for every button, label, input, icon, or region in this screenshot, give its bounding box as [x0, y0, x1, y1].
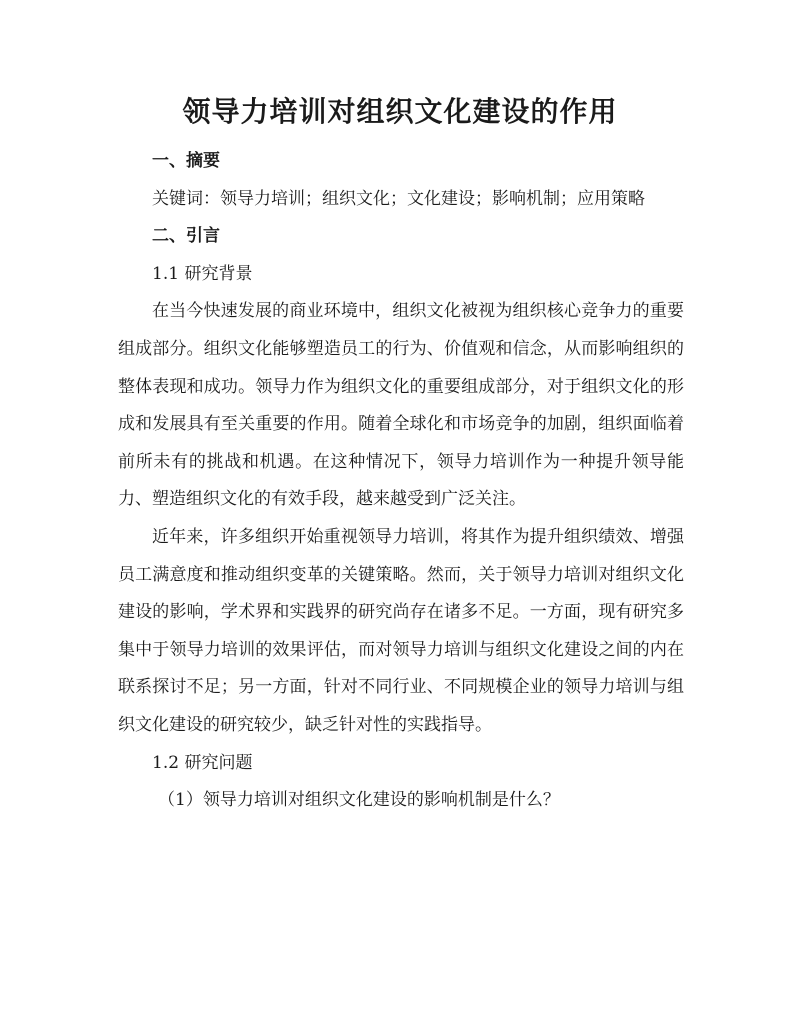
background-paragraph-1: 在当今快速发展的商业环境中，组织文化被视为组织核心竞争力的重要组成部分。组织文化能够塑造员工的行为、价值观和信念，从而影响组织的整体表现和成功。领导力作为组织文化的重要组成部分，对于组织文化的形成和发展具有至关重要的作用。随着全球化和市场竞争的加剧，组织面临着前所未有的挑战和机遇。在这种情况下，领导力培训作为一种提升领导能力、塑造组织文化的有效手段，越来越受到广泛关注。	[118, 301, 684, 510]
section-heading-introduction: 二、引言	[152, 226, 220, 247]
background-paragraph-2: 近年来，许多组织开始重视领导力培训，将其作为提升组织绩效、增强员工满意度和推动组织变革的关键策略。然而，关于领导力培训对组织文化建设的影响，学术界和实践界的研究尚存在诸多不足。一方面，现有研究多集中于领导力培训的效果评估，而对领导力培训与组织文化建设之间的内在联系探讨不足；另一方面，针对不同行业、不同规模企业的领导力培训与组织文化建设的研究较少，缺乏针对性的实践指导。	[118, 526, 684, 735]
research-question-1: （1）领导力培训对组织文化建设的影响机制是什么？	[158, 790, 560, 811]
subsection-heading-background: 1.1 研究背景	[152, 263, 253, 284]
document-body	[118, 143, 684, 820]
keywords-paragraph: 关键词：领导力培训；组织文化；文化建设；影响机制；应用策略	[152, 188, 645, 209]
subsection-heading-questions: 1.2 研究问题	[152, 752, 253, 773]
document-title: 领导力培训对组织文化建设的作用	[182, 95, 618, 128]
section-heading-abstract: 一、摘要	[152, 151, 220, 171]
